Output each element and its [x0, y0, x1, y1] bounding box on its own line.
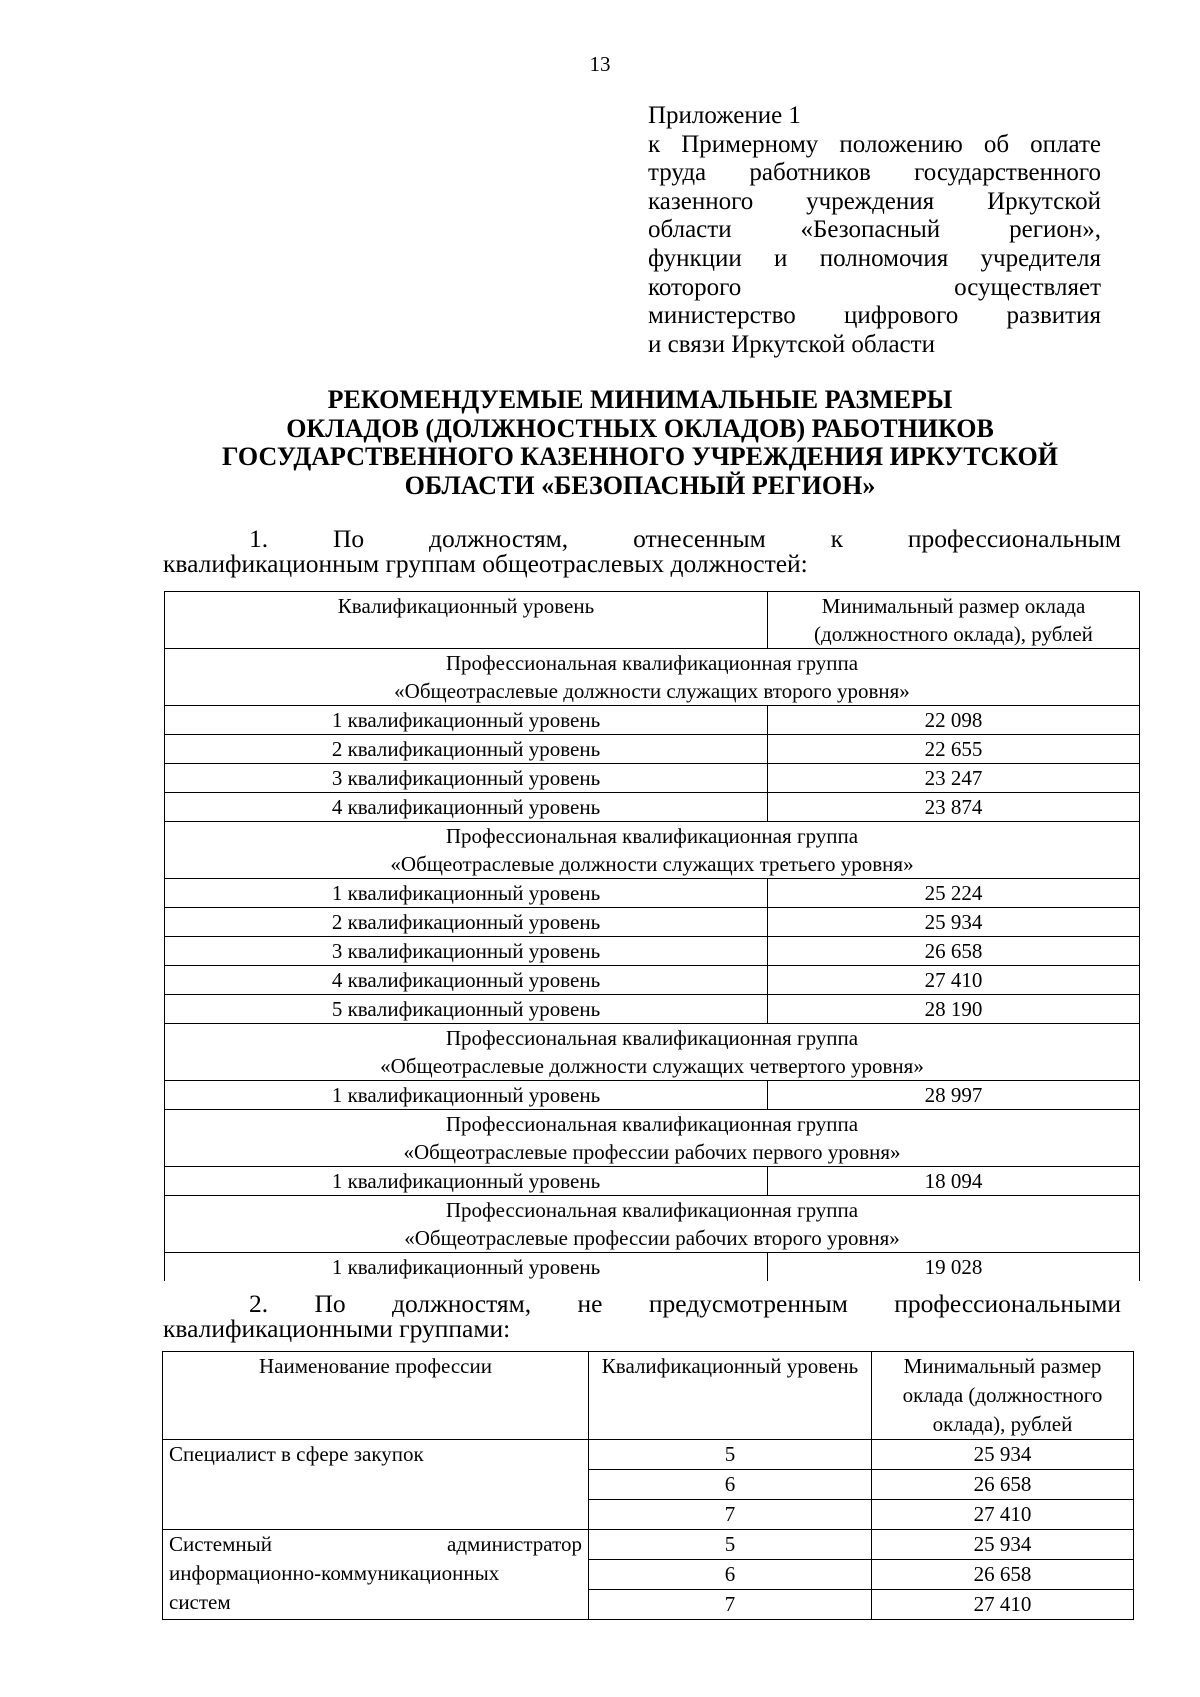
group-title-line: Профессиональная квалификационная группа	[445, 824, 859, 848]
section-1-line-2: квалификационным группам общеотраслевых должностей:	[163, 549, 808, 578]
group-title-line: «Общеотраслевые должности служащих четвертого уровня»	[380, 1054, 924, 1078]
level-cell: 7	[589, 1500, 872, 1530]
level-cell: 2 квалификационный уровень	[165, 908, 768, 937]
table-row	[165, 995, 1140, 1024]
group-title-line: «Общеотраслевые профессии рабочих первого уровня»	[403, 1140, 901, 1164]
salary-cell: 26 658	[872, 1560, 1134, 1590]
level-cell: 7	[589, 1590, 872, 1620]
salary-cell: 26 658	[872, 1470, 1134, 1500]
salary-cell: 27 410	[872, 1500, 1134, 1530]
appendix-line: функции и полномочия учредителя	[648, 244, 1101, 272]
salary-cell: 26 658	[768, 937, 1140, 966]
profession-name-line: информационно-коммуникационных	[169, 1561, 500, 1585]
salary-cell: 23 247	[768, 764, 1140, 793]
level-cell: 4 квалификационный уровень	[165, 966, 768, 995]
title-line: ОКЛАДОВ (ДОЛЖНОСТНЫХ ОКЛАДОВ) РАБОТНИКОВ	[286, 413, 994, 443]
group-title-line: Профессиональная квалификационная группа	[445, 1026, 859, 1050]
table-row	[165, 1081, 1140, 1110]
level-cell: 5	[589, 1530, 872, 1560]
table-row	[165, 966, 1140, 995]
group-title-line: «Общеотраслевые должности служащих второго уровня»	[394, 679, 910, 703]
salary-cell: 28 190	[768, 995, 1140, 1024]
group-title-line: Профессиональная квалификационная группа	[445, 651, 859, 675]
appendix-line: и связи Иркутской области	[648, 330, 935, 358]
appendix-line: министерство цифрового развития	[648, 302, 1101, 330]
table-header-row	[163, 1352, 1134, 1440]
group-title-line: Профессиональная квалификационная группа	[445, 1112, 859, 1136]
profession-name-line: Специалист в сфере закупок	[169, 1442, 424, 1466]
section-2-line-1: 2. По должностям, не предусмотренным профессиональными	[249, 1289, 1121, 1318]
table-row	[165, 908, 1140, 937]
table-row	[165, 793, 1140, 822]
level-cell: 6	[589, 1470, 872, 1500]
group-title-line: «Общеотраслевые профессии рабочих второго уровня»	[404, 1226, 900, 1250]
table-row	[165, 764, 1140, 793]
title-line: ГОСУДАРСТВЕННОГО КАЗЕННОГО УЧРЕЖДЕНИЯ ИРКУТСКОЙ	[222, 442, 1058, 471]
salary-cell: 19 028	[768, 1253, 1140, 1282]
appendix-line: которого осуществляет	[648, 273, 1101, 301]
salary-cell: 23 874	[768, 793, 1140, 822]
table-header-row	[165, 592, 1140, 649]
table-row	[163, 1440, 1134, 1470]
group-title	[165, 649, 1140, 706]
group-title-line: «Общеотраслевые должности служащих третьего уровня»	[390, 852, 914, 876]
level-cell: 3 квалификационный уровень	[165, 937, 768, 966]
header-qualification-level: Квалификационный уровень	[589, 1352, 872, 1440]
group-title	[165, 1110, 1140, 1167]
document-title	[150, 386, 1130, 500]
table-row	[165, 1253, 1140, 1282]
level-cell: 3 квалификационный уровень	[165, 764, 768, 793]
level-cell: 1 квалификационный уровень	[165, 1253, 768, 1282]
salary-cell: 22 655	[768, 735, 1140, 764]
table-row	[165, 1167, 1140, 1196]
page-number: 13	[589, 52, 611, 76]
group-header-row	[165, 649, 1140, 706]
section-2-line-2: квалификационными группами:	[163, 1314, 511, 1343]
appendix-line: труда работников государственного	[648, 159, 1101, 187]
title-line: ОБЛАСТИ «БЕЗОПАСНЫЙ РЕГИОН»	[404, 470, 876, 500]
section-1-heading	[163, 526, 1121, 576]
group-header-row	[165, 1110, 1140, 1167]
header-min-salary: Минимальный размер оклада (должностного оклада), рублей	[872, 1352, 1134, 1440]
salary-cell: 18 094	[768, 1167, 1140, 1196]
table-row	[163, 1530, 1134, 1560]
appendix-line: Приложение 1	[648, 102, 801, 129]
level-cell: 1 квалификационный уровень	[165, 879, 768, 908]
salary-cell: 25 934	[872, 1440, 1134, 1470]
group-header-row	[165, 1024, 1140, 1081]
header-qualification-level: Квалификационный уровень	[165, 592, 768, 649]
group-title	[165, 822, 1140, 879]
table-row	[165, 735, 1140, 764]
group-title	[165, 1196, 1140, 1253]
table-row	[165, 937, 1140, 966]
group-title	[165, 1024, 1140, 1081]
salary-cell: 27 410	[768, 966, 1140, 995]
salary-cell: 25 934	[872, 1530, 1134, 1560]
level-cell: 1 квалификационный уровень	[165, 1167, 768, 1196]
table-row	[165, 879, 1140, 908]
group-header-row	[165, 1196, 1140, 1253]
level-cell: 1 квалификационный уровень	[165, 1081, 768, 1110]
salary-cell: 22 098	[768, 706, 1140, 735]
profession-name-line: систем	[169, 1590, 231, 1614]
appendix-header	[648, 102, 1101, 359]
level-cell: 2 квалификационный уровень	[165, 735, 768, 764]
level-cell: 6	[589, 1560, 872, 1590]
header-profession-name: Наименование профессии	[163, 1352, 589, 1440]
group-header-row	[165, 822, 1140, 879]
profession-name-cell	[163, 1440, 589, 1530]
salary-cell: 27 410	[872, 1590, 1134, 1620]
group-title-line: Профессиональная квалификационная группа	[445, 1198, 859, 1222]
level-cell: 5	[589, 1440, 872, 1470]
general-positions-table	[164, 591, 1140, 1281]
header-min-salary: Минимальный размер оклада (должностного оклада), рублей	[768, 592, 1140, 649]
salary-cell: 25 934	[768, 908, 1140, 937]
profession-name-cell	[163, 1530, 589, 1620]
section-2-heading	[163, 1291, 1121, 1341]
level-cell: 4 квалификационный уровень	[165, 793, 768, 822]
appendix-line: казенного учреждения Иркутской	[648, 187, 1101, 215]
other-positions-table	[162, 1351, 1134, 1620]
level-cell: 1 квалификационный уровень	[165, 706, 768, 735]
appendix-line: к Примерному положению об оплате	[648, 130, 1101, 158]
section-1-line-1: 1. По должностям, отнесенным к профессиональным	[249, 524, 1121, 553]
table-row	[165, 706, 1140, 735]
profession-name-line: Системный администратор	[169, 1532, 582, 1556]
title-line: РЕКОМЕНДУЕМЫЕ МИНИМАЛЬНЫЕ РАЗМЕРЫ	[327, 385, 953, 414]
salary-cell: 25 224	[768, 879, 1140, 908]
appendix-line: области «Безопасный регион»,	[648, 216, 1101, 244]
level-cell: 5 квалификационный уровень	[165, 995, 768, 1024]
salary-cell: 28 997	[768, 1081, 1140, 1110]
